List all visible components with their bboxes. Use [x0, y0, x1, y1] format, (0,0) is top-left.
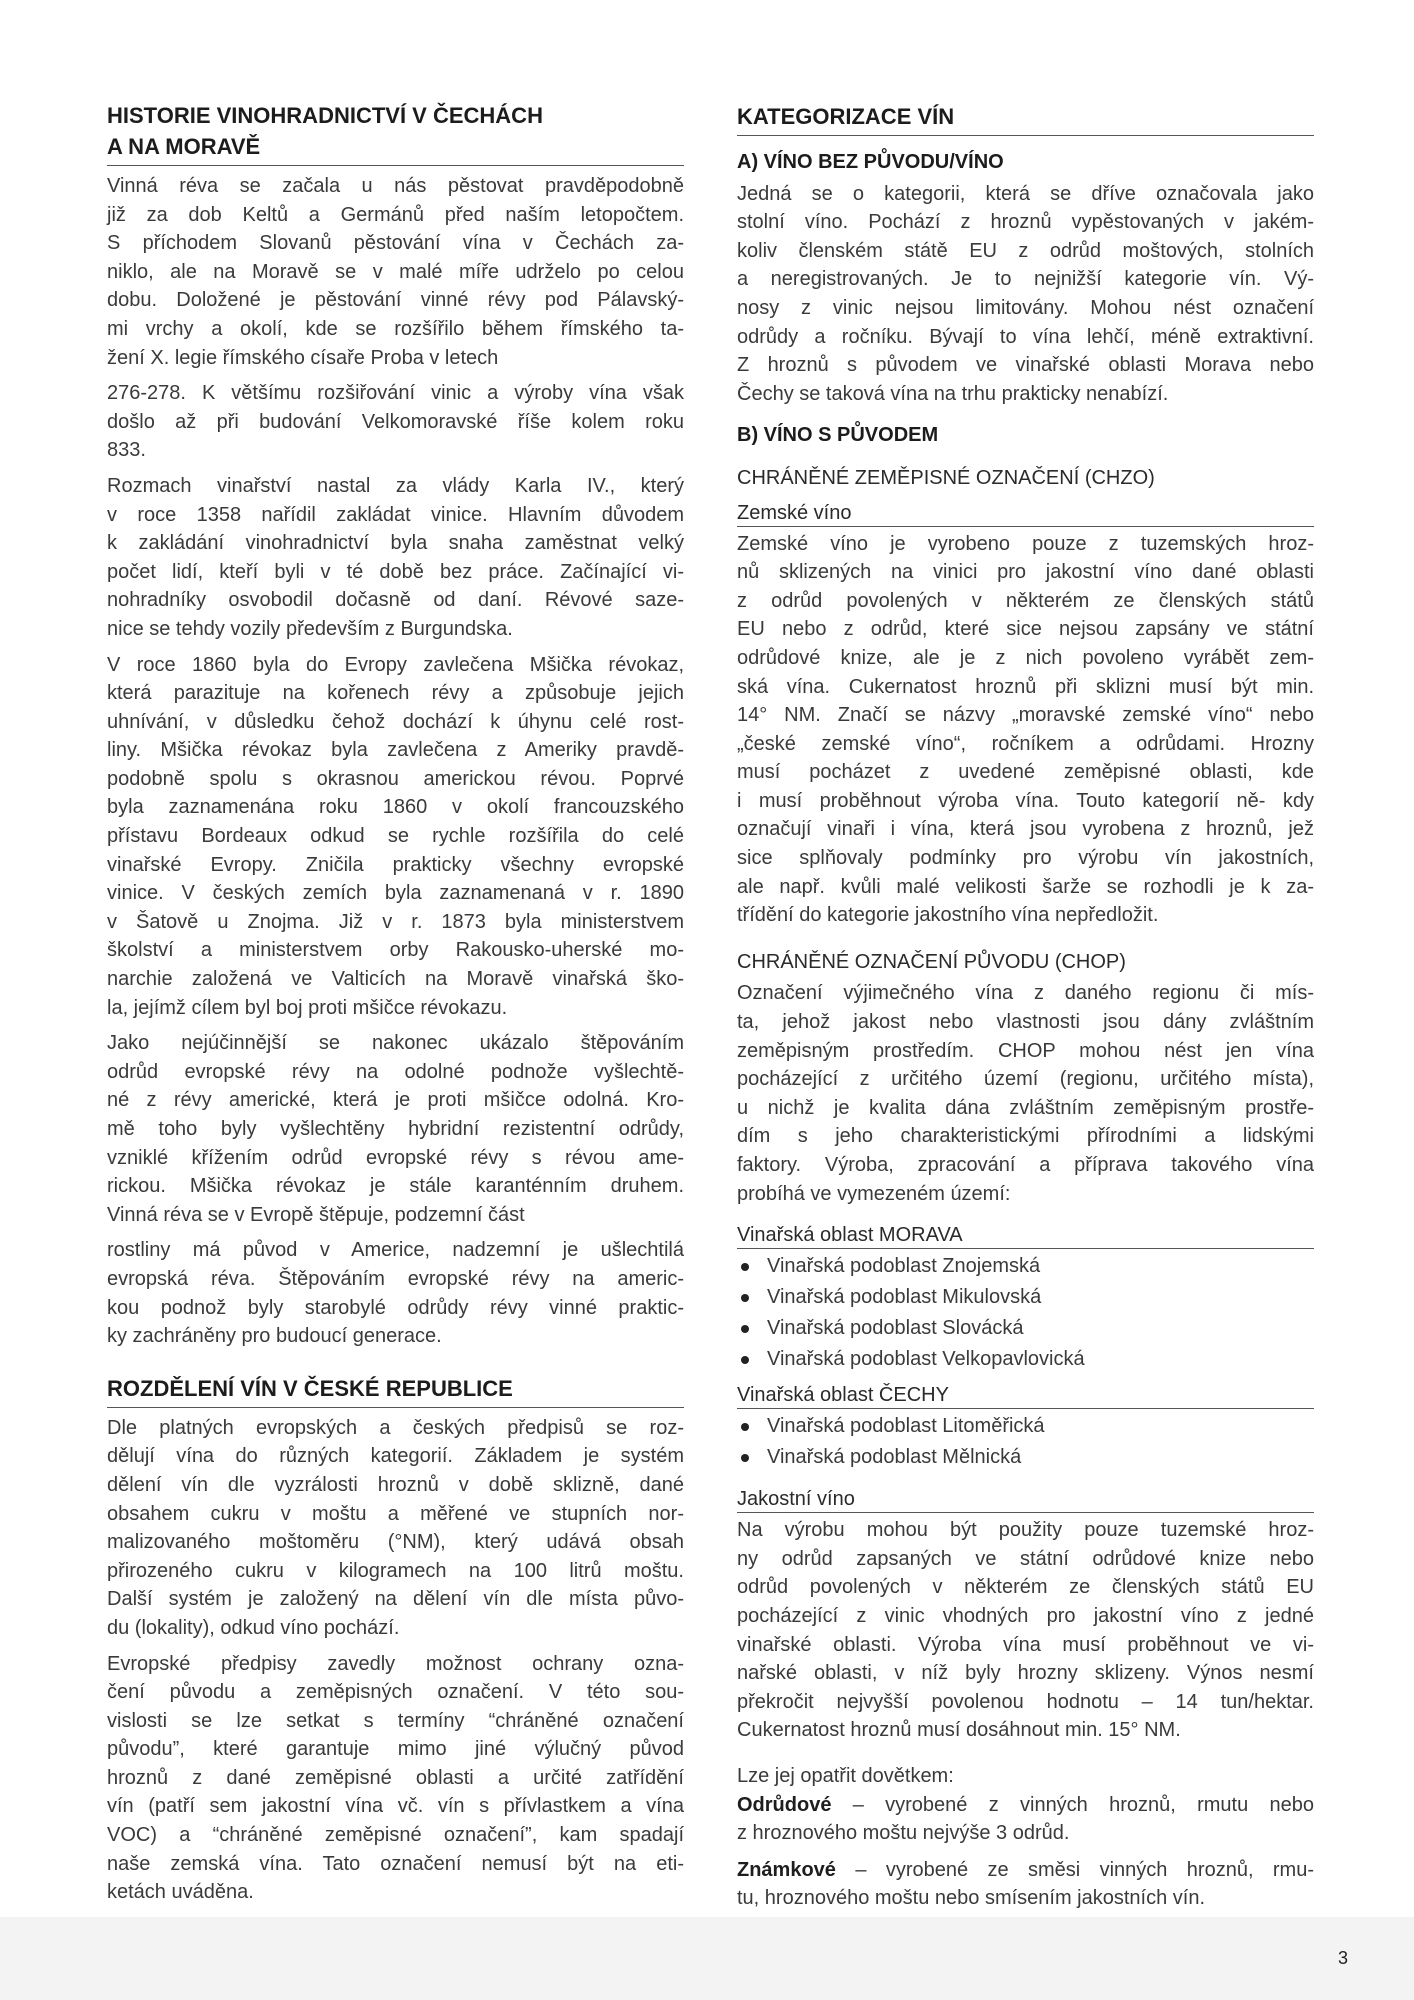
bullet-icon	[741, 1423, 749, 1431]
text-line: z hroznového moštu nejvýše 3 odrůd.	[737, 1822, 1070, 1845]
text-line	[737, 1856, 1314, 1885]
text-line: A) VÍNO BEZ PŮVODU/VÍNO	[737, 151, 1004, 173]
text-line: Z hroznů s původem ve vinařské oblasti Morava nebo	[737, 354, 1314, 377]
text-line: 833.	[107, 439, 146, 462]
text-line: S příchodem Slovanů pěstování vína v Čechách za-	[107, 232, 684, 255]
text-line: počet lidí, kteří byli v té době bez práce. Začínající vi-	[107, 560, 684, 583]
text-line: nařské oblasti, v níž byly hrozny sklizeny. Výnos nesmí	[737, 1662, 1314, 1685]
text-line: v roce 1358 nařídil zakládat vinice. Hlavním důvodem	[107, 503, 684, 526]
text-line: Rozmach vinařství nastal za vlády Karla IV., který	[107, 474, 684, 497]
text-line: vinařské oblasti. Výroba vína musí proběhnout ve vi-	[737, 1633, 1314, 1656]
bullet-icon	[741, 1325, 749, 1333]
text-line: Jedná se o kategorii, která se dříve označovala jako	[737, 182, 1314, 205]
section-heading	[107, 100, 684, 166]
text-line: přístavu Bordeaux odkud se rychle rozšířila do celé	[107, 825, 684, 848]
text-line: koliv členském státě EU z odrůd moštových, stolních	[737, 239, 1314, 262]
paragraph	[737, 180, 1314, 409]
category-heading	[737, 948, 1314, 977]
right-column	[737, 101, 1314, 1913]
text-line: mě toho byly vyšlechtěny hybridní rezistentní odrůdy,	[107, 1118, 684, 1140]
text-line: Dle platných evropských a českých předpisů se roz-	[107, 1416, 684, 1439]
text-line: Jako nejúčinnější se nakonec ukázalo štěpováním	[107, 1032, 684, 1055]
text-line: 276-278. K většímu rozšiřování vinic a výroby vína však	[107, 382, 684, 405]
list-item	[737, 1313, 1314, 1344]
text-line: Označení výjimečného vína z daného regionu či mís-	[737, 982, 1314, 1005]
paragraph	[737, 530, 1314, 930]
text-line: nů sklizených na vinici pro jakostní víno dané oblasti	[737, 561, 1314, 584]
text-line: došlo až při budování Velkomoravské říše kolem roku	[107, 410, 684, 433]
text-line: Lze jej opatřit dovětkem:	[737, 1764, 954, 1787]
page-number: 3	[1337, 1948, 1348, 1968]
text-line: CHRÁNĚNÉ ZEMĚPISNÉ OZNAČENÍ (CHZO)	[737, 466, 1155, 489]
subheading	[737, 421, 1314, 450]
text-line: žení X. legie římského císaře Proba v letech	[107, 346, 499, 369]
text-line: sice splňovaly podmínky pro výrobu vín jakostních,	[737, 847, 1314, 870]
text-line: tu, hroznového moštu nebo smísením jakostních vín.	[737, 1887, 1206, 1910]
text-line	[737, 1791, 1314, 1820]
underlined-subheading	[737, 1222, 1314, 1249]
bullet-list	[737, 1411, 1314, 1473]
bullet-icon	[741, 1263, 749, 1271]
text-line: hroznů z dané zeměpisné oblasti a určité zatřídění	[107, 1766, 684, 1789]
text-line: niklo, ale na Moravě se v malé míře udrželo po celou	[107, 260, 684, 283]
text-line: KATEGORIZACE VÍN	[737, 104, 955, 129]
text-line: obsahem cukru v moštu a měřené ve stupních nor-	[107, 1502, 684, 1525]
subheading	[737, 148, 1314, 177]
text-line: faktory. Výroba, zpracování a příprava takového vína	[737, 1154, 1314, 1176]
list-item	[737, 1442, 1314, 1473]
paragraph	[107, 379, 684, 465]
text-line: nice se tehdy vozily především z Burgundska.	[107, 617, 513, 640]
text-line: A NA MORAVĚ	[107, 134, 261, 159]
paragraph	[107, 1236, 684, 1350]
text-line: k zakládání vinohradnictví byla snaha zaměstnat velký	[107, 532, 684, 555]
paragraph	[107, 472, 684, 644]
text-line: odrůdové knize, ale je z nich povoleno vyrábět zem-	[737, 646, 1314, 669]
text-line: dělují vína do různých kategorií. Základem je systém	[107, 1445, 684, 1468]
text-line: vislosti se lze setkat s termíny “chráněné označení	[107, 1709, 684, 1732]
text-line: Vinařská oblast MORAVA	[737, 1224, 963, 1247]
text-line: Zemské víno	[737, 501, 852, 524]
text-line: odrůd povolených v některém ze členských států EU	[737, 1576, 1314, 1599]
text-line: uhnívání, v důsledku čehož dochází k úhynu celé rost-	[107, 710, 684, 733]
paragraph	[107, 1029, 684, 1229]
text-line: la, jejímž cílem byl boj proti mšičce révokazu.	[107, 996, 508, 1019]
underlined-subheading	[737, 1382, 1314, 1409]
text-line: naše zemská vína. Tato označení nemusí být na eti-	[107, 1852, 684, 1875]
text-line: překročit nejvyšší povolenou hodnotu – 14 tun/hektar.	[737, 1690, 1314, 1713]
text-line: ROZDĚLENÍ VÍN V ČESKÉ REPUBLICE	[107, 1375, 513, 1401]
text-line: B) VÍNO S PŮVODEM	[737, 424, 939, 447]
page-footer	[0, 1917, 1414, 2000]
paragraph	[107, 172, 684, 372]
text-line: dobu. Doložené je pěstování vinné révy pod Pálavský-	[107, 289, 684, 312]
text-line: kou podnož byly starobylé odrůdy révy vinné praktic-	[107, 1296, 684, 1319]
text-line: Vinná réva se začala u nás pěstovat pravděpodobně	[107, 175, 684, 197]
text-line: „české zemské víno“, ročníkem a odrůdami. Hrozny	[737, 732, 1314, 755]
text-line: CHRÁNĚNÉ OZNAČENÍ PŮVODU (CHOP)	[737, 950, 1126, 973]
text-line: třídění do kategorie jakostního vína nepředložit.	[737, 904, 1159, 927]
text-line: Evropské předpisy zavedly možnost ochrany ozna-	[107, 1652, 684, 1675]
text-line: rostliny má původ v Americe, nadzemní je ušlechtilá	[107, 1239, 684, 1262]
text-line: původu”, které garantuje mimo jiné výlučný původ	[107, 1738, 684, 1761]
list-item-text: Vinařská podoblast Mělnická	[767, 1446, 1022, 1469]
text-line: přirozeného cukru v kilogramech na 100 litrů moštu.	[107, 1559, 684, 1582]
text-line: nosy z vinic nejsou limitovány. Mohou nést označení	[737, 296, 1314, 319]
text-line: ky zachráněny pro budoucí generace.	[107, 1325, 442, 1348]
text-line: z odrůd povolených v některém ze členských států	[737, 589, 1314, 612]
list-item	[737, 1411, 1314, 1442]
term-label: Známkové	[737, 1858, 836, 1881]
text-line: podobně spolu s okrasnou americkou révou. Poprvé	[107, 767, 684, 790]
paragraph	[737, 1791, 1314, 1848]
underlined-subheading	[737, 500, 1314, 527]
text-line: Jakostní víno	[737, 1488, 855, 1511]
text-line: vzniklé křížením odrůd evropské révy s révou ame-	[107, 1146, 684, 1169]
text-line: dím s jeho charakteristickými přírodními a lidskými	[737, 1125, 1314, 1148]
text-line: nohradníky osvobodil dočasně od daní. Révové saze-	[107, 589, 684, 612]
paragraph	[737, 1856, 1314, 1913]
list-item-text: Vinařská podoblast Znojemská	[767, 1255, 1041, 1278]
text-line: zeměpisným prostředím. CHOP mohou nést jen vína	[737, 1039, 1314, 1062]
text-line: HISTORIE VINOHRADNICTVÍ V ČECHÁCH	[107, 103, 543, 128]
text-line: malizovaného moštoměru (°NM), který udává obsah	[107, 1531, 684, 1554]
category-heading	[737, 464, 1314, 493]
text-line: Na výrobu mohou být použity pouze tuzemské hroz-	[737, 1519, 1314, 1542]
text-line: která parazituje na kořenech révy a způsobuje jejich	[107, 682, 684, 705]
list-item-text: Vinařská podoblast Velkopavlovická	[767, 1348, 1085, 1371]
text-line: školství a ministerstvem orby Rakousko-uherské mo-	[107, 939, 684, 962]
underlined-subheading	[737, 1486, 1314, 1513]
text-line: označují vinaři i vína, která jsou vyrobena z hroznů, jež	[737, 818, 1314, 841]
text-line: VOC) a “chráněné zeměpisné označení”, kam spadají	[107, 1824, 684, 1847]
text-line: ny odrůd zapsaných ve státní odrůdové knize nebo	[737, 1547, 1314, 1570]
term-description: – vyrobené ze směsi vinných hroznů, rmu-	[835, 1858, 1314, 1881]
text-line: ketách uváděna.	[107, 1881, 254, 1904]
text-line: v Šatově u Znojma. Již v r. 1873 byla ministerstvem	[107, 910, 684, 933]
text-line: Vinařská oblast ČECHY	[737, 1384, 949, 1407]
text-line: již za dob Keltů a Germánů před naším letopočtem.	[107, 203, 684, 226]
text-line: ta, jehož jakost nebo vlastnosti jsou dány zvláštním	[737, 1011, 1314, 1034]
text-line: narchie založená ve Valticích na Moravě vinařská ško-	[107, 968, 684, 991]
list-item	[737, 1344, 1314, 1375]
text-line: čení původu a zeměpisných označení. V této sou-	[107, 1681, 684, 1704]
text-line: du (lokality), odkud víno pochází.	[107, 1616, 400, 1639]
text-line: Vinná réva se v Evropě štěpuje, podzemní část	[107, 1203, 525, 1226]
text-line: odrůd evropské révy na odolné podnože vyšlechtě-	[107, 1060, 684, 1083]
text-line: ale např. kvůli malé velikosti šarže se rozhodli je k za-	[737, 875, 1314, 898]
text-line: EU nebo z odrůd, které sice nejsou zapsány ve státní	[737, 618, 1314, 641]
section-heading	[737, 101, 1314, 136]
text-line: rickou. Mšička révokaz je stále karanténním druhem.	[107, 1175, 684, 1198]
list-item-text: Vinařská podoblast Mikulovská	[767, 1286, 1042, 1309]
text-line: 14° NM. Značí se názvy „moravské zemské víno“ nebo	[737, 704, 1314, 727]
bullet-icon	[741, 1454, 749, 1462]
text-line: u nichž je kvalita dána zvláštním zeměpisným prostře-	[737, 1096, 1314, 1119]
text-line: vinařské Evropy. Zničila prakticky všechny evropské	[107, 853, 684, 876]
section-heading	[107, 1373, 684, 1408]
text-line: Cukernatost hroznů musí dosáhnout min. 15° NM.	[737, 1719, 1181, 1742]
text-line: musí pocházet z uvedené zeměpisné oblasti, kde	[737, 761, 1314, 784]
left-column	[107, 100, 684, 1907]
text-line: ská vína. Cukernatost hroznů při sklizni musí být min.	[737, 675, 1314, 698]
term-description: – vyrobené z vinných hroznů, rmutu nebo	[831, 1793, 1314, 1816]
text-line: vín (patří sem jakostní vína vč. vín s přívlastkem a vína	[107, 1795, 684, 1818]
text-line: mi vrchy a okolí, kde se rozšířilo během římského ta-	[107, 317, 684, 340]
text-line: né z révy americké, která je proti mšičce odolná. Kro-	[107, 1089, 684, 1112]
text-line: dělení vín dle vyzrálosti hroznů v době sklizně, dané	[107, 1473, 684, 1496]
text-line: pocházející z vinic vhodných pro jakostní víno z jedné	[737, 1604, 1314, 1627]
text-line: odrůdy a ročníku. Bývají to vína lehčí, méně extraktivní.	[737, 325, 1314, 348]
text-line: Zemské víno je vyrobeno pouze z tuzemských hroz-	[737, 532, 1314, 555]
text-line: V roce 1860 byla do Evropy zavlečena Mšička révokaz,	[107, 653, 684, 676]
text-line: a neregistrovaných. Je to nejnižší kategorie vín. Vý-	[737, 268, 1314, 291]
paragraph	[107, 1414, 684, 1643]
text-line: pocházející z určitého území (regionu, určitého místa),	[737, 1068, 1314, 1091]
list-item	[737, 1251, 1314, 1282]
text-line: probíhá ve vymezeném území:	[737, 1182, 1011, 1205]
term-label: Odrůdové	[737, 1793, 832, 1816]
list-item-text: Vinařská podoblast Slovácká	[767, 1317, 1024, 1340]
paragraph	[107, 651, 684, 1023]
bullet-icon	[741, 1294, 749, 1302]
text-line: Další systém je založený na dělení vín dle místa půvo-	[107, 1588, 684, 1611]
text-line: liny. Mšička révokaz byla zavlečena z Ameriky pravdě-	[107, 739, 684, 762]
bullet-list	[737, 1251, 1314, 1375]
list-item-text: Vinařská podoblast Litoměřická	[767, 1415, 1045, 1438]
text-line: vinice. V českých zemích byla zaznamenaná v r. 1890	[107, 882, 684, 905]
paragraph	[737, 1516, 1314, 1745]
paragraph	[737, 979, 1314, 1208]
paragraph	[107, 1650, 684, 1907]
text-line: evropská réva. Štěpováním evropské révy na americ-	[107, 1267, 684, 1290]
paragraph	[737, 1762, 1314, 1791]
text-line: i musí proběhnout výroba vína. Touto kategorií ně- kdy	[737, 789, 1314, 812]
list-item	[737, 1282, 1314, 1313]
text-line: byla zaznamenána roku 1860 v okolí francouzského	[107, 796, 684, 819]
text-line: stolní víno. Pochází z hroznů vypěstovaných v jakém-	[737, 211, 1314, 234]
bullet-icon	[741, 1356, 749, 1364]
text-line: Čechy se taková vína na trhu prakticky nenabízí.	[737, 382, 1169, 405]
